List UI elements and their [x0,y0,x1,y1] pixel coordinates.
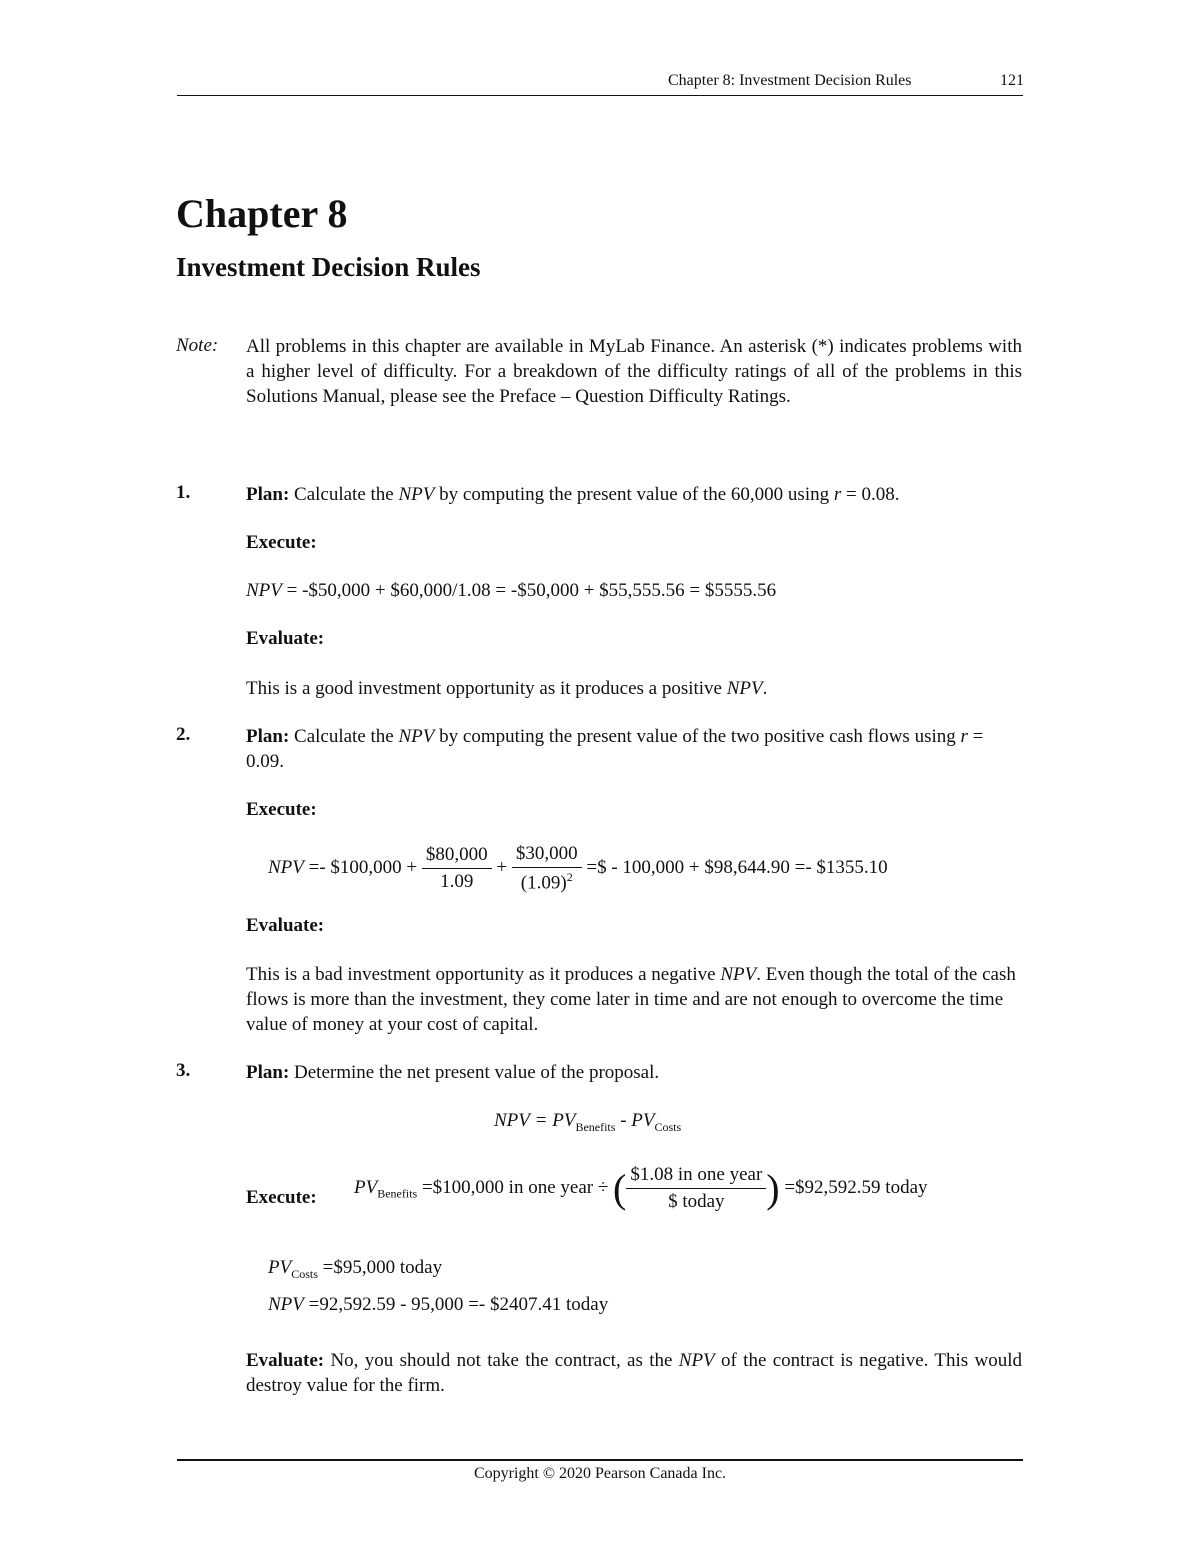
fraction-1-numerator: $80,000 [422,844,492,869]
evaluate-text-post: . [762,678,768,699]
rate-symbol: r [960,726,968,747]
problem-2-evaluate-text [246,962,1022,1037]
plan-label: Plan: [246,726,290,747]
execute-mid: =$100,000 in one year ÷ [421,1176,609,1198]
npv-term: NPV [726,678,763,699]
evaluate-text-pre: No, you should not take the contract, as the [330,1350,673,1371]
chapter-subtitle: Investment Decision Rules [176,252,481,282]
problem-1-plan [246,482,899,507]
pv-term: PV [354,1176,378,1198]
plan-label: Plan: [246,1062,290,1083]
equation-start: =- $100,000 + [308,857,418,879]
npv-term: NPV [268,1294,304,1315]
plan-text-pre: Calculate the [294,726,394,747]
copyright-footer: Copyright © 2020 Pearson Canada Inc. [473,1465,727,1482]
chapter-title: Chapter 8 [176,191,348,236]
rate-symbol: r [833,484,842,505]
plan-label: Plan: [246,484,290,505]
npv-term: NPV [246,580,282,601]
npv-term: NPV [268,857,304,879]
note-text: All problems in this chapter are available in MyLab Finance. An asterisk (*) indicates problems with a higher level of difficulty. For a breakdown of the difficulty ratings of all of the problems in this Solutions Manual, please see the Preface – Question Difficulty Ratings. [246,336,1022,407]
rate-fraction-denominator: $ today [668,1191,725,1212]
plan-text: Determine the net present value of the proposal. [294,1062,660,1083]
footer-rule [177,1459,1023,1461]
execute-end: =$92,592.59 today [784,1176,928,1198]
problem-1-number: 1. [176,482,191,503]
problem-2-execute-label: Execute: [246,799,317,820]
npv-equation: =92,592.59 - 95,000 =- $2407.41 today [308,1294,609,1315]
plan-text-post: by computing the present value of the two positive cash flows using [439,726,956,747]
fraction-1-denominator: 1.09 [440,871,474,893]
problem-1-evaluate-text [246,676,767,701]
denominator-base: (1.09) [520,872,567,894]
running-header-title: Chapter 8: Investment Decision Rules [668,72,912,89]
plan-text-post: by computing the present value of the 60,000 using [439,484,830,505]
problem-1-execute-equation [246,578,776,603]
fraction-2-denominator [512,868,582,894]
problem-3-plan [246,1060,659,1085]
evaluate-text-pre: This is a bad investment opportunity as it produces a negative [246,964,716,985]
equation-end: =$ - 100,000 + $98,644.90 =- $1355.10 [586,857,888,879]
note-label: Note: [176,335,219,356]
plus-sign: + [496,857,508,879]
formula-equals-pv: = PV [534,1110,576,1131]
benefits-subscript: Benefits [377,1186,418,1201]
problem-1-evaluate-label: Evaluate: [246,628,325,649]
left-paren: ( [613,1166,627,1211]
problem-3-number: 3. [176,1060,191,1081]
evaluate-text-post: of the contract is negative. This would destroy value for the firm. [246,1350,1022,1396]
evaluate-label: Evaluate: [246,1350,325,1371]
problem-2-evaluate-label: Evaluate: [246,915,325,936]
npv-term: NPV [720,964,757,985]
npv-term: NPV [398,484,435,505]
equation-text: = -$50,000 + $60,000/1.08 = -$50,000 + $55,555.56 = $5555.56 [286,580,777,601]
costs-equation: =$95,000 today [322,1257,443,1278]
costs-subscript: Costs [654,1119,682,1134]
npv-term: NPV [398,726,435,747]
plan-rate: = 0.08. [846,484,900,505]
npv-term: NPV [678,1350,715,1371]
problem-3-execute-equation [354,1164,928,1213]
fraction-2 [512,843,582,894]
fraction-2-numerator: $30,000 [512,843,582,868]
benefits-subscript: Benefits [575,1119,616,1134]
right-paren: ) [766,1166,780,1211]
evaluate-text-pre: This is a good investment opportunity as it produces a positive [246,678,722,699]
problem-3-npv-formula [494,1110,681,1135]
problem-3-pv-costs [268,1257,442,1282]
problem-3-npv-result [268,1294,608,1316]
rate-fraction [626,1164,766,1213]
npv-term: NPV [494,1110,530,1131]
header-rule [177,95,1023,96]
problem-2-plan [246,724,1022,774]
problem-2-number: 2. [176,724,191,745]
pv-term: PV [268,1257,292,1278]
rate-fraction-numerator: $1.08 in one year [626,1164,766,1189]
denominator-exponent: 2 [566,870,573,884]
problem-3-evaluate [246,1348,1022,1398]
plan-text-pre: Calculate the [294,484,394,505]
problem-3-execute-label: Execute: [246,1187,317,1208]
plan-rate: = 0.09. [246,726,984,772]
evaluate-text-post: . Even though the total of the cash flows is more than the investment, they come later in time and are not enough to overcome the time value of money at your cost of capital. [246,964,1016,1035]
formula-minus-pv: - PV [620,1110,655,1131]
problem-2-equation [268,843,888,894]
costs-subscript: Costs [291,1266,318,1281]
fraction-1 [422,844,492,893]
problem-1-execute-label: Execute: [246,532,317,553]
page-number: 121 [1000,72,1024,89]
